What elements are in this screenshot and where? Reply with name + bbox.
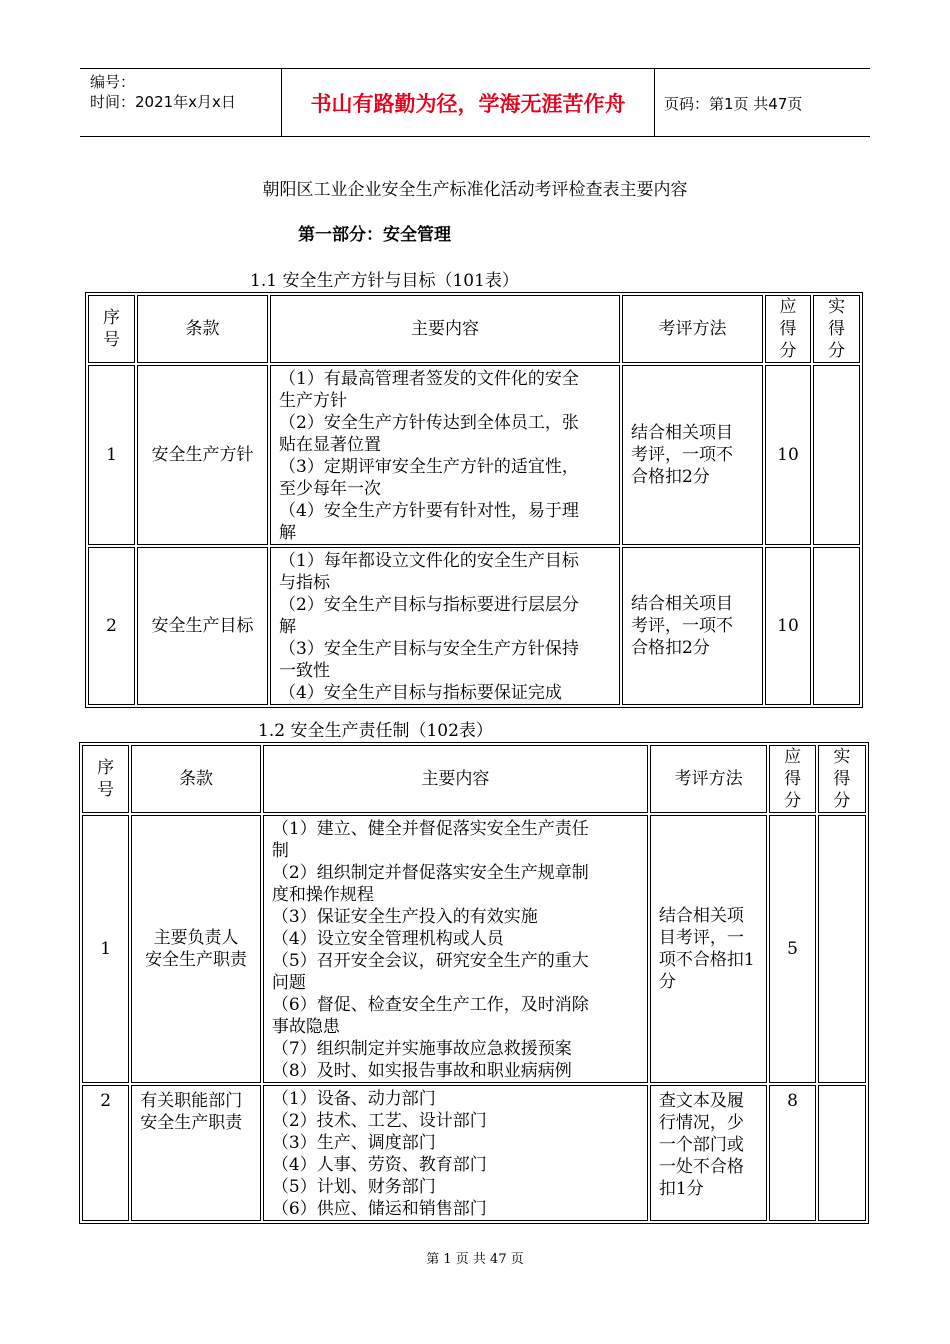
section-title-1-2: 1.2 安全生产责任制（102表） [258, 721, 493, 741]
col-header-actual: 实 得 分 [813, 295, 860, 363]
row-number: 2 [88, 547, 135, 705]
row-method: 结合相关项 目考评，一 项不合格扣1 分 [650, 815, 768, 1083]
document-title: 朝阳区工业企业安全生产标准化活动考评检查表主要内容 [262, 180, 688, 200]
row-number: 2 [82, 1085, 129, 1221]
col-header-actual: 实 得 分 [818, 745, 866, 813]
header-page-info: 页码：第1页 共47页 [664, 95, 803, 113]
col-header-score: 应 得 分 [769, 745, 815, 813]
doc-number-label: 编号： [90, 73, 136, 91]
row-clause: 主要负责人 安全生产职责 [131, 815, 261, 1083]
row-score: 5 [769, 815, 815, 1083]
row-clause: 安全生产方针 [137, 365, 268, 545]
row-score: 8 [769, 1085, 815, 1221]
row-number: 1 [82, 815, 129, 1083]
table-header-row [88, 295, 860, 363]
row-number: 1 [88, 365, 135, 545]
col-header-content: 主要内容 [263, 745, 648, 813]
page-footer: 第 1 页 共 47 页 [426, 1252, 524, 1267]
row-content: （1）每年都设立文件化的安全生产目标 与指标 （2）安全生产目标与指标要进行层层分 解 （3）安全生产目标与安全生产方针保持 一致性 （4）安全生产目标与指标要保证完成 [270, 547, 620, 705]
row-clause: 安全生产目标 [137, 547, 268, 705]
row-content: （1）有最高管理者签发的文件化的安全 生产方针 （2）安全生产方针传达到全体员工，张 贴在显著位置 （3）定期评审安全生产方针的适宜性， 至少每年一次 （4）安全生产方针要有针对性，易于理 解 [270, 365, 620, 545]
table-row [82, 815, 866, 1083]
row-content: （1）建立、健全并督促落实安全生产责任 制 （2）组织制定并督促落实安全生产规章制 度和操作规程 （3）保证安全生产投入的有效实施 （4）设立安全管理机构或人员 （5）召开安全会议，研究安全生产的重大 问题 （6）督促、检查安全生产工作，及时消除 事故隐患 （7）组织制定并实施事故应急救援预案 （8）及时、如实报告事故和职业病病例 [263, 815, 648, 1083]
header-motto: 书山有路勤为径，学海无涯苦作舟 [310, 92, 626, 116]
row-content: （1）设备、动力部门 （2）技术、工艺、设计部门 （3）生产、调度部门 （4）人事、劳资、教育部门 （5）计划、财务部门 （6）供应、储运和销售部门 [263, 1085, 648, 1221]
row-score: 10 [765, 547, 811, 705]
row-clause: 有关职能部门 安全生产职责 [131, 1085, 261, 1221]
col-header-clause: 条款 [131, 745, 261, 813]
col-header-content: 主要内容 [270, 295, 620, 363]
table-row [82, 1085, 866, 1221]
part-title: 第一部分：安全管理 [298, 225, 451, 245]
header-divider-right [654, 68, 655, 136]
row-method: 查文本及履 行情况，少 一个部门或 一处不合格 扣1分 [650, 1085, 768, 1221]
row-method: 结合相关项目 考评，一项不 合格扣2分 [622, 547, 763, 705]
row-actual-score [813, 365, 860, 545]
section-title-1-1: 1.1 安全生产方针与目标（101表） [250, 271, 519, 291]
table-row [88, 547, 860, 705]
doc-time-label: 时间：2021年x月x日 [90, 93, 236, 111]
col-header-clause: 条款 [137, 295, 268, 363]
table-header-row [82, 745, 866, 813]
row-actual-score [813, 547, 860, 705]
row-actual-score [818, 815, 866, 1083]
table-row [88, 365, 860, 545]
col-header-no: 序 号 [82, 745, 129, 813]
col-header-method: 考评方法 [650, 745, 768, 813]
row-method: 结合相关项目 考评，一项不 合格扣2分 [622, 365, 763, 545]
row-actual-score [818, 1085, 866, 1221]
col-header-no: 序 号 [88, 295, 135, 363]
table-1-1 [85, 292, 863, 708]
col-header-method: 考评方法 [622, 295, 763, 363]
col-header-score: 应 得 分 [765, 295, 811, 363]
table-1-2 [79, 742, 869, 1224]
row-score: 10 [765, 365, 811, 545]
header-top-rule [80, 68, 870, 69]
header-bottom-rule [80, 136, 870, 137]
